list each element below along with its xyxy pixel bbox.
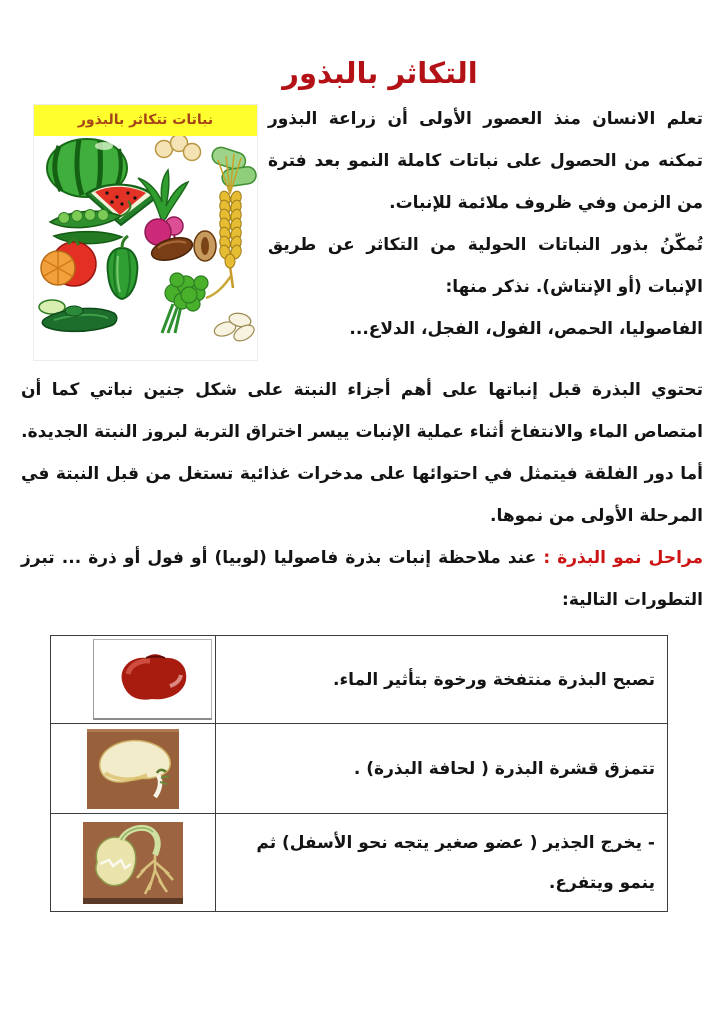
seed-plants-figure <box>33 104 258 361</box>
paragraph-cotyledon-role: أما دور الفلقة فيتمثل في احتوائها على مدخرات غذائية تستغل من قبل النبتة في المرحلة الأولى من نموها. <box>21 464 703 526</box>
stage2-text: تتمزق قشرة البذرة ( لحافة البذرة) . <box>216 724 668 814</box>
paragraph-intro: تعلم الانسان منذ العصور الأولى أن زراعة البذور تمكنه من الحصول على نباتات كاملة النمو بعد فترة من الزمن وفي ظروف ملائمة للإنبات. <box>268 109 703 213</box>
stage2-image-cell <box>51 724 216 814</box>
figure-caption: نباتات تتكاثر بالبذور <box>34 105 257 136</box>
emerging-radicle-image <box>83 822 183 904</box>
swollen-red-seed-image <box>93 639 212 720</box>
growth-stages-heading: مراحل نمو البذرة : <box>543 548 703 568</box>
torn-seed-coat-image <box>87 729 179 809</box>
orange-half-icon <box>41 251 75 285</box>
table-row <box>51 636 668 724</box>
paragraph-seed-content: تحتوي البذرة قبل إنباتها على أهم أجزاء النبتة على شكل جنين نباتي كما أن امتصاص الماء والانتفاخ أثناء عملية الإنبات ييسر اختراق التربة لبروز النبتة الجديدة. <box>21 380 703 442</box>
growth-stages-table <box>50 635 668 912</box>
document-body <box>21 98 703 912</box>
growth-stages-text: عند ملاحظة إنبات بذرة فاصوليا (لوبيا) أو فول أو ذرة ... تبرز التطورات التالية: <box>21 548 703 610</box>
paragraph-annual-plants: تُمكّنُ بذور النباتات الحولية من التكاثر عن طريق الإنبات (أو الإنتاش). نذكر منها: <box>268 235 703 297</box>
paragraph-growth-stages <box>21 537 703 621</box>
stage3-image-cell <box>51 814 216 912</box>
page-title: التكاثر بالبذور <box>282 56 478 90</box>
stage1-image-cell <box>51 636 216 724</box>
vegetables-illustration <box>34 136 257 360</box>
stage3-text: - يخرج الجذير ( عضو صغير يتجه نحو الأسفل) ثم ينمو ويتفرع. <box>216 814 668 912</box>
paragraph-examples: الفاصوليا، الحمص، الفول، الفجل، الدلاع... <box>349 319 703 339</box>
table-row <box>51 814 668 912</box>
stage1-text: تصبح البذرة منتفخة ورخوة بتأثير الماء. <box>216 636 668 724</box>
table-row <box>51 724 668 814</box>
